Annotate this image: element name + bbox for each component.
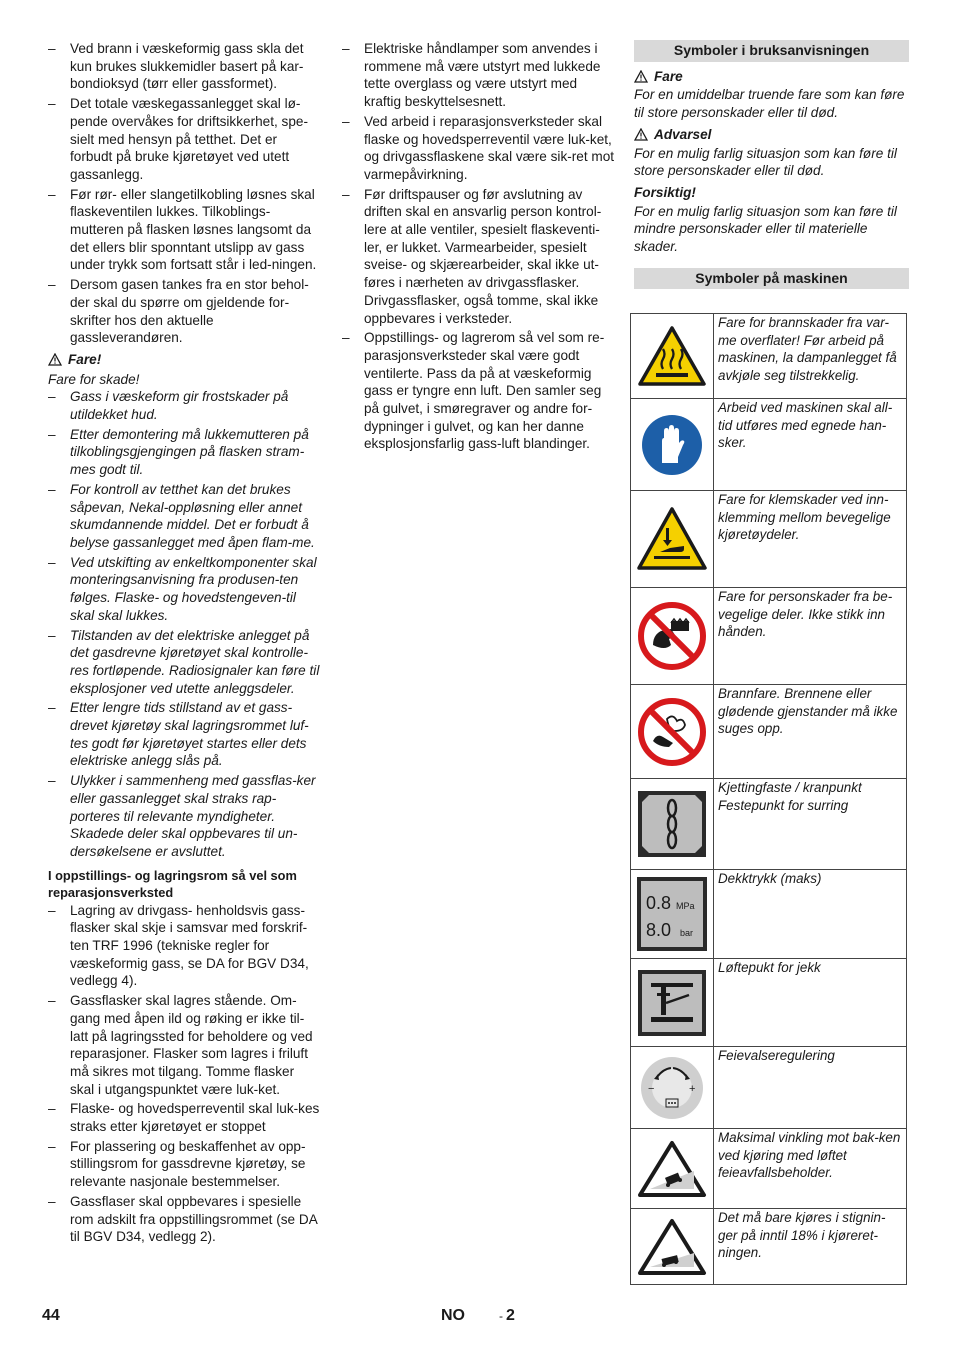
symbol-description: Kjettingfaste / kranpunkt Festepunkt for surring bbox=[714, 779, 907, 870]
storage-list bbox=[48, 902, 322, 1246]
protective-gloves-icon bbox=[640, 413, 704, 477]
table-row bbox=[631, 685, 907, 779]
symbol-description: Fare for brannskader fra var-me overflater! Før arbeid på maskinen, la dampanlegget få avkjøle seg tilstrekkelig. bbox=[714, 314, 907, 399]
danger-intro: Fare for skade! bbox=[48, 371, 140, 387]
table-row bbox=[631, 399, 907, 491]
svg-text:+: + bbox=[689, 1082, 696, 1095]
jack-point-icon bbox=[637, 969, 707, 1037]
tyre-pressure-icon bbox=[637, 877, 707, 951]
section-dash: - bbox=[499, 1309, 503, 1323]
storage-heading: I oppstillings- og lagringsrom så vel som reparasjonsverksted bbox=[48, 867, 297, 900]
fare-text: For en umiddelbar truende fare som kan føre til store personskader eller til død. bbox=[634, 87, 905, 121]
hot-surface-warning-icon bbox=[637, 325, 707, 387]
table-row bbox=[631, 1047, 907, 1129]
symbol-description: Det må bare kjøres i stignin-ger på inntil 18% i kjøreret-ningen. bbox=[714, 1209, 907, 1285]
list-item: – Før rør- eller slangetilkobling løsnes skal flaskeventilen lukkes. Tilkoblings-mutteren på flasken løsnes langsomt da det ellers blir sponntant utslipp av gass under trykk som fortsatt står i led-ningen. bbox=[48, 186, 322, 275]
list-item: – Flaske- og hovedsperreventil skal luk-kes straks etter kjøretøyet er stoppet bbox=[48, 1100, 322, 1135]
list-item: – Gassflaser skal oppbevares i spesielle rom adskilt fra oppstillingsrommet (se DA til BGV D34, vedlegg 2). bbox=[48, 1193, 322, 1246]
symbol-description: Brannfare. Brennene eller glødende gjenstander må ikke suges opp. bbox=[714, 685, 907, 779]
gas-safety-list bbox=[48, 40, 322, 347]
max-tilt-warning-icon bbox=[636, 1139, 708, 1199]
fare-heading bbox=[634, 68, 909, 86]
symbol-description: Dekktrykk (maks) bbox=[714, 870, 907, 959]
table-row bbox=[631, 491, 907, 588]
machine-symbols-table bbox=[630, 313, 907, 1285]
table-row bbox=[631, 1209, 907, 1285]
advarsel-label: Advarsel bbox=[654, 126, 712, 142]
crush-hazard-icon bbox=[636, 506, 708, 572]
list-item: – Ved arbeid i reparasjonsverksteder skal flaske og hovedsperreventil være luk-ket, og drivgassflaskene skal være sik-ret mot varmepåvirkning. bbox=[342, 113, 616, 184]
table-row bbox=[631, 314, 907, 399]
list-item: – Gass i væskeform gir frostskader på utildekket hud. bbox=[48, 388, 322, 423]
pressure-value-mpa: 0.8 bbox=[646, 893, 672, 913]
section-code bbox=[499, 1307, 515, 1325]
no-burning-objects-icon bbox=[637, 697, 707, 767]
workshop-list bbox=[342, 40, 616, 453]
symbol-description: Arbeid ved maskinen skal all-tid utføres med egnede han-sker. bbox=[714, 399, 907, 491]
language-code: NO bbox=[441, 1307, 465, 1324]
danger-heading bbox=[48, 351, 322, 369]
list-item: – Elektriske håndlamper som anvendes i rommene må være utstyrt med lukkede tette overglass og være utstyrt med kraftig beskyttelsesnett. bbox=[342, 40, 616, 111]
list-item: – Tilstanden av det elektriske anlegget på det gasdrevne kjøretøyet skal kontrolle-res fortløpende. Radiosignaler kan føre til eksplosjoner ved utette anleggsdeler. bbox=[48, 627, 322, 698]
chain-lashing-point-icon bbox=[637, 790, 707, 858]
section-number: 2 bbox=[506, 1307, 515, 1324]
no-reaching-in-icon bbox=[637, 601, 707, 671]
list-item: – Ved brann i væskeformig gass skla det kun brukes slukkemidler basert på kar-bondioksyd (tørr eller gassformet). bbox=[48, 40, 322, 93]
left-column bbox=[48, 40, 322, 1248]
danger-label: Fare! bbox=[68, 351, 102, 367]
list-item: – For kontroll av tetthet kan det brukes såpevan, Nekal-oppløsning eller annet skumdannende middel. Det er forbudt å belyse gassanlegget med åpen flam-me. bbox=[48, 481, 322, 552]
list-item: – Etter demontering må lukkemutteren på tilkoblingsgjengingen på flasken stram-mes godt til. bbox=[48, 426, 322, 479]
table-row bbox=[631, 779, 907, 870]
advarsel-heading bbox=[634, 126, 909, 144]
symbol-description: Maksimal vinkling mot bak-ken ved kjøring med løftet feieavfallsbeholder. bbox=[714, 1129, 907, 1209]
warning-triangle-icon bbox=[634, 128, 648, 141]
table-row bbox=[631, 959, 907, 1047]
list-item: – Ved utskifting av enkeltkomponenter skal monteringsanvisning fra produsen-ten følges. Flaske- og hovedstengeven-til skal skal lukkes. bbox=[48, 554, 322, 625]
table-row bbox=[631, 1129, 907, 1209]
right-column bbox=[634, 40, 909, 295]
danger-list bbox=[48, 388, 322, 860]
symbol-description: Fare for personskader fra be-vegelige deler. Ikke stikk inn hånden. bbox=[714, 588, 907, 685]
forsiktig-label: Forsiktig! bbox=[634, 184, 696, 200]
pressure-value-bar: 8.0 bbox=[646, 920, 672, 940]
pressure-unit-mpa: MPa bbox=[676, 901, 695, 911]
list-item: – Gassflasker skal lagres stående. Om-gang med åpen ild og røking er ikke til-latt på lagringssted for beholdere og ved reparasjoner. Flasker som lagres i friluft må sikres mot tilgang. Tomme flasker skal i utgangspunktet være luk-ket. bbox=[48, 992, 322, 1098]
list-item: – Det totale væskegassanlegget skal lø-pende overvåkes for driftsikkerhet, spe-sielt med hensyn på tetthet. Det er forbudt på bruke kjøretøyet ved utett gassanlegg. bbox=[48, 95, 322, 184]
forsiktig-text: For en mulig farlig situasjon som kan føre til mindre personskader eller til materielle skader. bbox=[634, 203, 897, 255]
table-row bbox=[631, 870, 907, 959]
svg-text:−: − bbox=[648, 1082, 655, 1095]
machine-symbols-heading: Symboler på maskinen bbox=[634, 268, 909, 290]
symbol-description: Feievalseregulering bbox=[714, 1047, 907, 1129]
pressure-unit-bar: bar bbox=[680, 928, 694, 938]
list-item: – Etter lengre tids stillstand av et gass-drevet kjøretøy skal lagringsrommet luf-tes godt før kjøretøyet startes eller dets elektriske anlegg slås på. bbox=[48, 699, 322, 770]
symbol-description: Løftepukt for jekk bbox=[714, 959, 907, 1047]
max-slope-warning-icon bbox=[636, 1217, 708, 1277]
warning-triangle-icon bbox=[634, 70, 648, 83]
middle-column bbox=[342, 40, 616, 455]
list-item: – Oppstillings- og lagrerom så vel som re-parasjonsverksteder skal være godt ventilerte. Pass da på at væskeformig gass er tyngre enn luft. Den samler seg på gulvet, i smøregraver og andre for-dypninger i gulvet, og kan her danne eksplosjonsfarlig gass-luft blandinger. bbox=[342, 329, 616, 453]
table-row bbox=[631, 588, 907, 685]
fare-label: Fare bbox=[654, 68, 683, 84]
sweep-roller-adjust-icon bbox=[639, 1055, 705, 1121]
list-item: – Før driftspauser og før avslutning av driften skal en ansvarlig person kontrol-lere at alle ventiler, spesielt flaskeventi-ler, er lukket. Varmearbeider, spesielt sveise- og skjærearbeider, skal ikke ut-føres i nærheten av drivgassflasker. Drivgassflasker, også tomme, skal ikke oppbevares i verksteder. bbox=[342, 186, 616, 328]
list-item: – Lagring av drivgass- henholdsvis gass-flasker skal skje i samsvar med forskrif-ten TRF 1996 (tekniske regler for væskeformig gass, se DA for BGV D34, vedlegg 4). bbox=[48, 902, 322, 991]
list-item: – For plassering og beskaffenhet av opp-stillingsrom for gassdrevne kjøretøy, se relevante nasjonale bestemmelser. bbox=[48, 1138, 322, 1191]
symbol-description: Fare for klemskader ved inn-klemming mellom bevegelige kjøretøydeler. bbox=[714, 491, 907, 588]
forsiktig-heading bbox=[634, 184, 909, 202]
manual-symbols-heading: Symboler i bruksanvisningen bbox=[634, 40, 909, 62]
warning-triangle-icon bbox=[48, 353, 62, 366]
page-number: 44 bbox=[42, 1307, 60, 1324]
list-item: – Dersom gasen tankes fra en stor behol-der skal du spørre om gjeldende for-skrifter hos den aktuelle gassleverandøren. bbox=[48, 276, 322, 347]
list-item: – Ulykker i sammenheng med gassflas-ker eller gassanlegget skal straks rap-porteres til relevante myndigheter. Skadede deler skal oppbevares til un-dersøkelsene er avsluttet. bbox=[48, 772, 322, 861]
advarsel-text: For en mulig farlig situasjon som kan føre til store personskader eller til død. bbox=[634, 145, 897, 179]
